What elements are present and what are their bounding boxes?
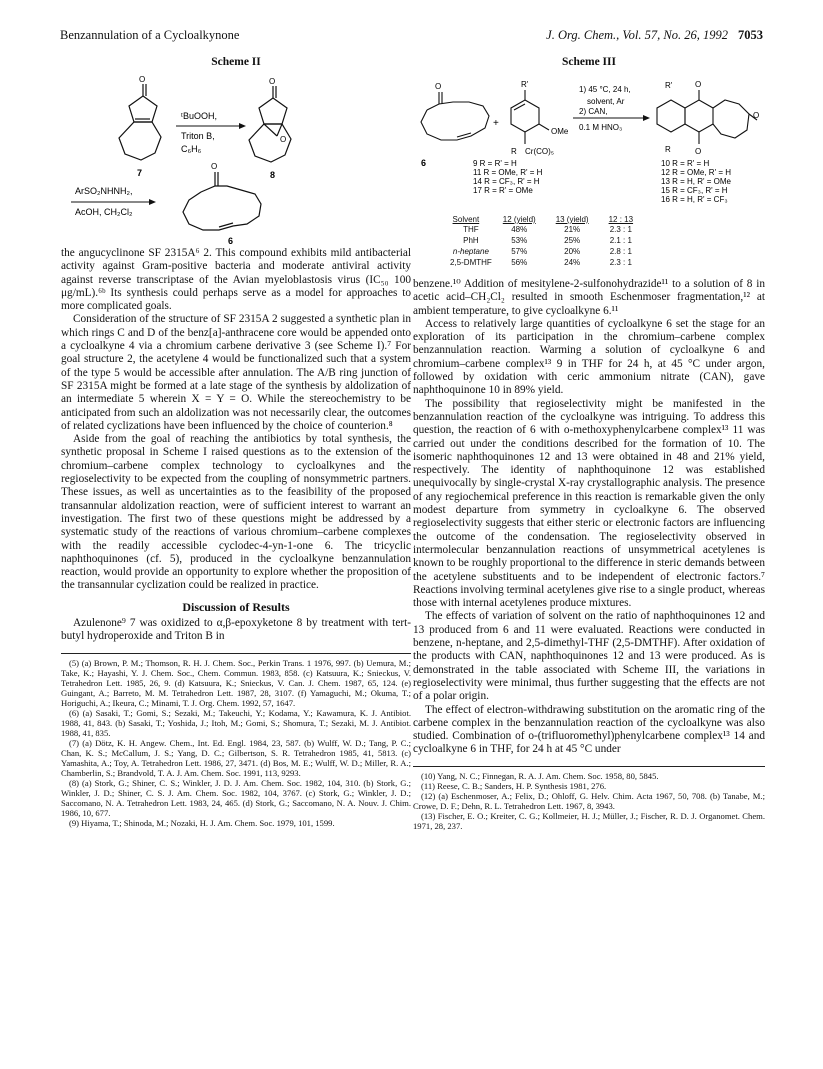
- right-body-text: [413, 278, 765, 757]
- compound-list-item: 13 R = H, R' = OMe: [661, 177, 731, 186]
- condition-2: solvent, Ar: [587, 97, 625, 106]
- right-column: [413, 52, 765, 831]
- right-footnotes: [413, 771, 765, 831]
- atom-o: O: [435, 82, 442, 91]
- table-cell: THF: [463, 225, 479, 234]
- running-title: Benzannulation of a Cycloalkynone: [60, 28, 240, 42]
- table-cell: 21%: [564, 225, 581, 234]
- compound-8-structure: [249, 86, 291, 162]
- compound-list-item: 16 R = H, R' = CF₃: [661, 195, 728, 204]
- scheme-3-figure: [413, 74, 765, 202]
- table-cell: 24%: [564, 258, 581, 267]
- arrow-head: [643, 115, 650, 121]
- atom-o: O: [269, 77, 276, 86]
- footnote: (12) (a) Eschenmoser, A.; Felix, D.; Ohloff, G. Helv. Chim. Acta 1967, 50, 708. (b) Tanabe, M.; Crowe, D. F.; Dehn, R. L. Tetrahedron Lett. 1967, 8, 3943.: [413, 790, 765, 811]
- paragraph: benzene.¹⁰ Addition of mesitylene-2-sulfonohydrazide¹¹ to a solution of 8 in acetic acid–CH₂Cl₂ resulted in smooth Eschenmoser fragmentation,¹² at ambient temperature, to give cycloalkyne 6.¹¹: [413, 278, 765, 317]
- column-header: Solvent: [452, 215, 480, 224]
- footnote-divider: [61, 653, 411, 654]
- compound-list-item: 15 R = CF₃, R' = H: [661, 186, 728, 195]
- reagent-sulfonohydrazide: ArSO₂NHNH₂,: [75, 186, 133, 196]
- compound-label-8: 8: [270, 170, 276, 180]
- journal-name: J. Org. Chem., Vol. 57, No. 26, 1992: [546, 28, 728, 42]
- reagent-tbuooh: ᵗBuOOH,: [181, 111, 217, 121]
- paragraph: Consideration of the structure of SF 2315A 2 suggested a synthetic plan in which rings C and D of the benz[a]-anthracene core would be appended onto a cycloalkyne 4 via a chromium carbene derivative 3 (see Scheme I).⁷ For goal structure 2, the acetylene 4 would be functionalized such that a system of the type 5 would be accessible after annulation. The A/B ring junction of SF 2315A might be formed at a late stage of the synthesis by aldolization of an intermediate 5 wherein X = Y = O. While the stereochemistry to be anticipated from such an aldolization was not necessarily clear, the outcomes of related cyclizations have been influenced by the choice of counterion.⁸: [61, 313, 411, 432]
- table-cell: PhH: [463, 236, 479, 245]
- reagent-triton: Triton B,: [181, 131, 215, 141]
- scheme-2-figure: [61, 74, 411, 246]
- atom-o: O: [695, 80, 702, 89]
- substituent-r: R: [511, 147, 517, 156]
- column-header: 12 (yield): [502, 215, 536, 224]
- plus-sign: +: [493, 118, 499, 129]
- arrow-head: [239, 123, 246, 129]
- table-row: [449, 224, 643, 235]
- table-cell: 2.8 : 1: [609, 247, 632, 256]
- atom-o: O: [695, 147, 702, 156]
- paragraph: Azulenone⁹ 7 was oxidized to α,β-epoxyketone 8 by treatment with tert-butyl hydroperoxide and Triton B in: [61, 617, 411, 643]
- footnote: (8) (a) Stork, G.; Shiner, C. S.; Winkler, J. D. J. Am. Chem. Soc. 1982, 104, 310. (b) Stork, G.; Winkler, J. D.; Shiner, C. S. J. Am. Chem. Soc. 1982, 104, 3767. (c) Stork, G.; Winkler, J. D.; Saccomano, N. A. Tetrahedron Lett. 1983, 24, 465. (d) Stork, G.; Saccomano, N. A. Nouv. J. Chim. 1986, 10, 677.: [61, 777, 411, 818]
- atom-o: O: [211, 162, 218, 171]
- journal-citation: [546, 28, 763, 43]
- column-header: 12 : 13: [608, 215, 634, 224]
- footnote: (10) Yang, N. C.; Finnegan, R. A. J. Am. Chem. Soc. 1958, 80, 5845.: [421, 770, 659, 781]
- compound-list-item: 11 R = OMe, R' = H: [473, 168, 543, 177]
- running-header: [60, 28, 763, 46]
- footnote-divider: [413, 766, 765, 767]
- footnote: (6) (a) Sasaki, T.; Gomi, S.; Sezaki, M.; Takeuchi, Y.; Kodama, Y.; Kawamura, K. J. Antibiot. 1988, 41, 843. (b) Sasaki, T.; Yoshida, J.; Itoh, M.; Gomi, S.; Shomura, T.; Sezaki, M. J. Antibiot. 1988, 41, 835.: [61, 707, 411, 738]
- table-row: [449, 246, 643, 257]
- scheme-2-title: Scheme II: [211, 56, 261, 68]
- reagent-benzene: C₆H₆: [181, 144, 202, 154]
- table-header-row: [449, 215, 643, 224]
- table-cell: 56%: [511, 258, 528, 267]
- column-header: 13 (yield): [555, 215, 589, 224]
- left-column: [61, 52, 411, 828]
- naphthoquinone-structure: [657, 90, 760, 144]
- compound-6-structure: [183, 172, 261, 230]
- scheme-3-title: Scheme III: [562, 56, 616, 68]
- compound-list-item: 17 R = R' = OMe: [473, 186, 533, 195]
- section-heading: Discussion of Results: [182, 599, 290, 614]
- table-row: [449, 257, 643, 268]
- footnote: (9) Hiyama, T.; Shinoda, M.; Nozaki, H. J. Am. Chem. Soc. 1979, 101, 1599.: [69, 817, 335, 828]
- left-footnotes: [61, 658, 411, 828]
- table-cell: 57%: [511, 247, 528, 256]
- atom-o: O: [139, 75, 146, 84]
- table-cell: n-heptane: [452, 247, 489, 256]
- compound-6-structure: [421, 92, 489, 140]
- page-number: 7053: [738, 28, 763, 42]
- substituent-ome: OMe: [551, 127, 569, 136]
- compound-7-structure: [119, 84, 161, 160]
- compound-label-6: 6: [228, 236, 234, 246]
- left-body-text: [61, 247, 411, 644]
- carbene-complex-structure: [511, 90, 549, 144]
- footnote: (11) Reese, C. B.; Sanders, H. P. Synthesis 1981, 276.: [421, 780, 607, 791]
- atom-o: O: [753, 111, 760, 120]
- compound-list-item: 12 R = OMe, R' = H: [661, 168, 731, 177]
- solvent-table: [449, 215, 643, 268]
- footnote: (13) Fischer, E. O.; Kreiter, C. G.; Kollmeier, H. J.; Müller, J.; Fischer, R. D. J. Organomet. Chem. 1971, 28, 237.: [413, 810, 765, 831]
- table-cell: 48%: [511, 225, 528, 234]
- table-cell: 2,5-DMTHF: [450, 258, 492, 267]
- table-cell: 53%: [511, 236, 528, 245]
- paragraph: Aside from the goal of reaching the antibiotics by total synthesis, the synthetic proposal in Scheme I raised questions as to the extension of the chromium–carbene complex technology to cycloalkynes and the regioselectivity to be expected from the coupling of nonsymmetric partners. These issues, as well as uncertainties as to the feasibility of the proposed transannular aldolization reaction, were of sufficient interest to warrant an investigation. The first two of these questions might be addressed by a systematic study of the reactions of various chromium–carbene complexes with the readily accessible cyclodec-4-yn-1-one 6. The tricyclic naphthoquinones (cf. 5), produced in the cycloalkyne benzannulation reaction, would provide an opportunity to explore whether the proposition of the transannular cyclization could be realized in practice.: [61, 433, 411, 592]
- table-row: [449, 235, 643, 246]
- paragraph: The possibility that regioselectivity might be manifested in the benzannulation reaction of the cycloalkyne was intriguing. To address this question, the reaction of 6 with o-methoxyphenylcarbene complex¹³ 11 was carried out under the conditions described for the formation of 10. The isomeric naphthoquinones 12 and 13 were obtained in 48 and 21% yield, respectively. The identity of naphthoquinone 12 was established unequivocally by single-crystal X-ray crystallographic analysis. The presence of any regiochemical preference in this reaction is remarkable given the only modest departure from symmetry in cycloalkyne 6. The observed regioselectivity suggests that either steric or electronic factors are influencing the outcome of the condensation. The regioselectivity observed in intermolecular benzannulation reactions of unsymmetrical acetylenes is known to be roughly proportional to the difference in steric demands between the acetylene substituents and to be independent of electronic factors.⁷ Reactions involving terminal acetylenes give rise to a single product, whereas those with internal acetylenes produce mixtures.: [413, 397, 765, 610]
- paragraph: Access to relatively large quantities of cycloalkyne 6 set the stage for an exploration of its participation in the chromium–carbene complex benzannulation reaction. Warming a solution of cycloalkyne 6 and chromium–carbene complex¹³ 9 in THF for 24 h, at 45 °C under argon, followed by oxidation with ceric ammonium nitrate (CAN), gave naphthoquinone 10 in 89% yield.: [413, 317, 765, 397]
- reagent-acoh: AcOH, CH₂Cl₂: [75, 207, 133, 217]
- paragraph: the angucyclinone SF 2315A⁶ 2. This compound exhibits mild antibacterial activity against Gram-positive bacteria and moderate antiviral activity against reverse transcriptase of the Avian myeloblastosis virus (IC₅₀ 100 μg/mL).⁶ᵇ Its synthesis could perhaps serve as a model for approaches to more complicated goals.: [61, 247, 411, 313]
- compound-list-item: 14 R = CF₃, R' = H: [473, 177, 540, 186]
- condition-1: 1) 45 °C, 24 h,: [579, 85, 631, 94]
- atom-o: O: [280, 135, 287, 144]
- table-cell: 25%: [564, 236, 581, 245]
- footnote: (5) (a) Brown, P. M.; Thomson, R. H. J. Chem. Soc., Perkin Trans. 1 1976, 997. (b) Uemura, M.; Take, K.; Hayashi, Y. J. Chem. Soc., Chem. Commun. 1983, 858. (c) Katsuura, K.; Snieckus, V. Tetrahedron Lett. 1985, 26, 9. (d) Katsuura, K.; Snieckus, V. Can. J. Chem. 1987, 65, 124. (e) Guingant, A.; Barreto, M. M. Tetrahedron Lett. 1987, 28, 3107. (f) Yamaguchi, M.; Okuma, T.; Horiguchi, A.; Ikeura, C.; Minami, T. J. Org. Chem. 1992, 57, 1647.: [61, 657, 411, 708]
- substituent-r-prime: R': [521, 80, 529, 89]
- paragraph: The effect of electron-withdrawing substitution on the aromatic ring of the carbene complex in the benzannulation reaction of the cycloalkyne was also studied. Combination of o-(trifluoromethyl)phenylcarbene complex¹³ 14 and cycloalkyne 6 in THF, for 24 h at 45 °C under: [413, 703, 765, 756]
- footnote: (7) (a) Dötz, K. H. Angew. Chem., Int. Ed. Engl. 1984, 23, 587. (b) Wulff, W. D.; Tang, P. C.; Chan, K. S.; McCallum, J. S.; Yang, D. C.; Gilbertson, S. R. Tetrahedron 1985, 41, 5813. (c) Yamashita, A.; Toy, A. Tetrahedron Lett. 1986, 27, 3471. (d) Bos, M. E.; Wulff, W. D.; Miller, R. A.; Chamberlin, S.; Brandvold, T. A. J. Am. Chem. Soc. 1991, 113, 9293.: [61, 737, 411, 778]
- paragraph: The effects of variation of solvent on the ratio of naphthoquinones 12 and 13 produced from 6 and 11 were evaluated. Reactions were conducted in benzene, n-heptane, and 2,5-dimethyl-THF (2,5-DMTHF). After oxidation of the products with CAN, naphthoquinones 12 and 13 were produced. As is demonstrated in the table associated with Scheme III, the variations in regioselectivity were minimal, thus further suggesting that the effects are not of a polar origin.: [413, 610, 765, 703]
- arrow-head: [149, 199, 156, 205]
- condition-4: 0.1 M HNO₃: [579, 123, 623, 132]
- chromium-pentacarbonyl: Cr(CO)₅: [525, 147, 554, 156]
- substituent-r: R: [665, 145, 671, 154]
- compound-list-item: 9 R = R' = H: [473, 159, 517, 168]
- compound-label-6: 6: [421, 158, 427, 168]
- table-cell: 2.3 : 1: [609, 225, 632, 234]
- substituent-r-prime: R': [665, 81, 673, 90]
- table-cell: 20%: [564, 247, 581, 256]
- compound-list-item: 10 R = R' = H: [661, 159, 710, 168]
- condition-3: 2) CAN,: [579, 107, 608, 116]
- compound-label-7: 7: [137, 168, 143, 178]
- table-cell: 2.1 : 1: [609, 236, 632, 245]
- table-cell: 2.3 : 1: [609, 258, 632, 267]
